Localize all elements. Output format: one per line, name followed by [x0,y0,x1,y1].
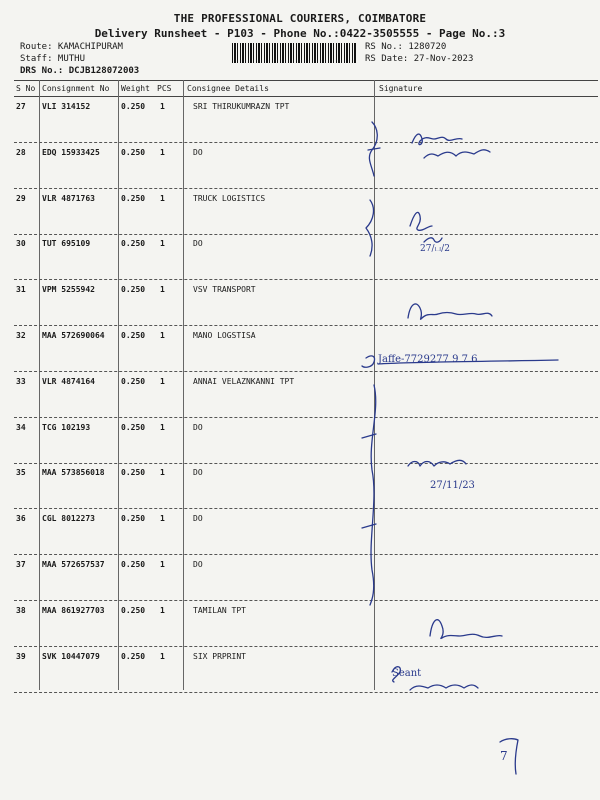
row-consignee: DO [193,147,203,157]
row-divider [14,646,598,647]
row-consignment-no: SVK 10447079 [42,651,100,661]
row-weight: 0.250 [121,239,146,249]
row-sno: 31 [16,285,26,295]
row-sno: 35 [16,468,26,478]
row-sno: 30 [16,239,26,249]
row-consignment-no: TUT 695109 [42,239,91,249]
row-consignment-no: CGL 8012273 [42,514,95,524]
col-sno: S No [16,84,36,93]
row-weight: 0.250 [121,285,146,295]
row-weight: 0.250 [121,331,146,340]
row-consignee: MANO LOGSTISA [193,331,256,340]
row-divider [14,554,598,555]
row-sno: 27 [16,102,26,111]
row-consignee: TAMILAN TPT [193,605,246,615]
row-weight: 0.250 [121,514,146,524]
row-consignment-no: MAA 572690064 [42,331,105,340]
col-pcs: PCS [157,84,172,93]
row-consignee: TRUCK LOGISTICS [193,193,266,203]
row-consignment-no: VLI 314152 [42,102,91,111]
row-divider [14,371,598,372]
handwritten-date: 27/ப/2 [420,244,450,254]
row-consignment-no: EDQ 15933425 [42,147,100,157]
row-divider [14,692,598,693]
runsheet-title: Delivery Runsheet - P103 - Phone No.:0422-3505555 - Page No.:3 [94,27,506,40]
row-consignee: DO [193,239,203,249]
row-divider [14,279,598,280]
row-weight: 0.250 [121,560,146,569]
row-pcs: 1 [160,422,165,432]
row-weight: 0.250 [121,376,146,386]
col-consignment: Consignment No [42,84,110,93]
row-pcs: 1 [160,193,165,203]
company-name: THE PROFESSIONAL COURIERS, COIMBATORE [173,12,427,25]
handwritten-date: 27/11/23 [430,480,475,491]
row-sno: 36 [16,514,26,524]
handwritten-phone: Jaffe-7729277 9 7 6 [378,354,478,365]
row-divider [14,234,598,235]
row-consignment-no: MAA 572657537 [42,560,105,569]
row-sno: 37 [16,560,26,569]
row-divider [14,463,598,464]
row-pcs: 1 [160,468,165,478]
row-consignee: SIX PRPRINT [193,651,246,661]
row-pcs: 1 [160,651,165,661]
col-consignee: Consignee Details [187,84,269,93]
barcode [232,43,357,63]
handwritten-name: Seant [392,668,422,679]
drs-number: DRS No.: DCJB128072003 [20,66,140,76]
row-consignee: DO [193,422,203,432]
row-weight: 0.250 [121,193,146,203]
column-divider [39,80,40,690]
column-divider [183,80,184,690]
col-weight: Weight [121,84,150,93]
row-consignment-no: MAA 861927703 [42,605,105,615]
row-consignee: ANNAI VELAZNKANNI TPT [193,376,295,386]
table-top-rule [14,80,598,81]
page-mark: 7 [500,749,508,763]
row-divider [14,188,598,189]
row-consignment-no: MAA 573856018 [42,468,105,478]
row-pcs: 1 [160,147,165,157]
row-consignment-no: VPM 5255942 [42,285,95,295]
column-divider [374,80,375,690]
row-weight: 0.250 [121,605,146,615]
row-weight: 0.250 [121,147,146,157]
route-label: Route: KAMACHIPURAM [20,42,123,52]
row-consignee: SRI THIRUKUMRAZN TPT [193,102,290,111]
row-sno: 32 [16,331,26,340]
row-pcs: 1 [160,102,165,111]
row-weight: 0.250 [121,422,146,432]
col-signature: Signature [379,84,423,93]
row-consignee: DO [193,468,203,478]
row-pcs: 1 [160,560,165,569]
rs-date: RS Date: 27-Nov-2023 [365,54,474,64]
row-pcs: 1 [160,605,165,615]
staff-label: Staff: MUTHU [20,54,86,64]
row-weight: 0.250 [121,102,146,111]
row-consignee: DO [193,560,203,569]
row-weight: 0.250 [121,468,146,478]
row-weight: 0.250 [121,651,146,661]
row-sno: 29 [16,193,26,203]
row-consignment-no: VLR 4874164 [42,376,95,386]
row-consignee: DO [193,514,203,524]
row-sno: 33 [16,376,26,386]
row-pcs: 1 [160,331,165,340]
row-pcs: 1 [160,239,165,249]
column-divider [118,80,119,690]
row-pcs: 1 [160,514,165,524]
row-divider [14,325,598,326]
row-pcs: 1 [160,376,165,386]
row-divider [14,142,598,143]
rs-number: RS No.: 1280720 [365,42,447,52]
row-divider [14,508,598,509]
row-divider [14,417,598,418]
table-header-rule [14,96,598,97]
row-pcs: 1 [160,285,165,295]
row-sno: 28 [16,147,26,157]
row-sno: 34 [16,422,26,432]
row-sno: 38 [16,605,26,615]
row-sno: 39 [16,651,26,661]
row-consignment-no: TCG 102193 [42,422,91,432]
row-divider [14,600,598,601]
row-consignee: VSV TRANSPORT [193,285,256,295]
row-consignment-no: VLR 4871763 [42,193,95,203]
